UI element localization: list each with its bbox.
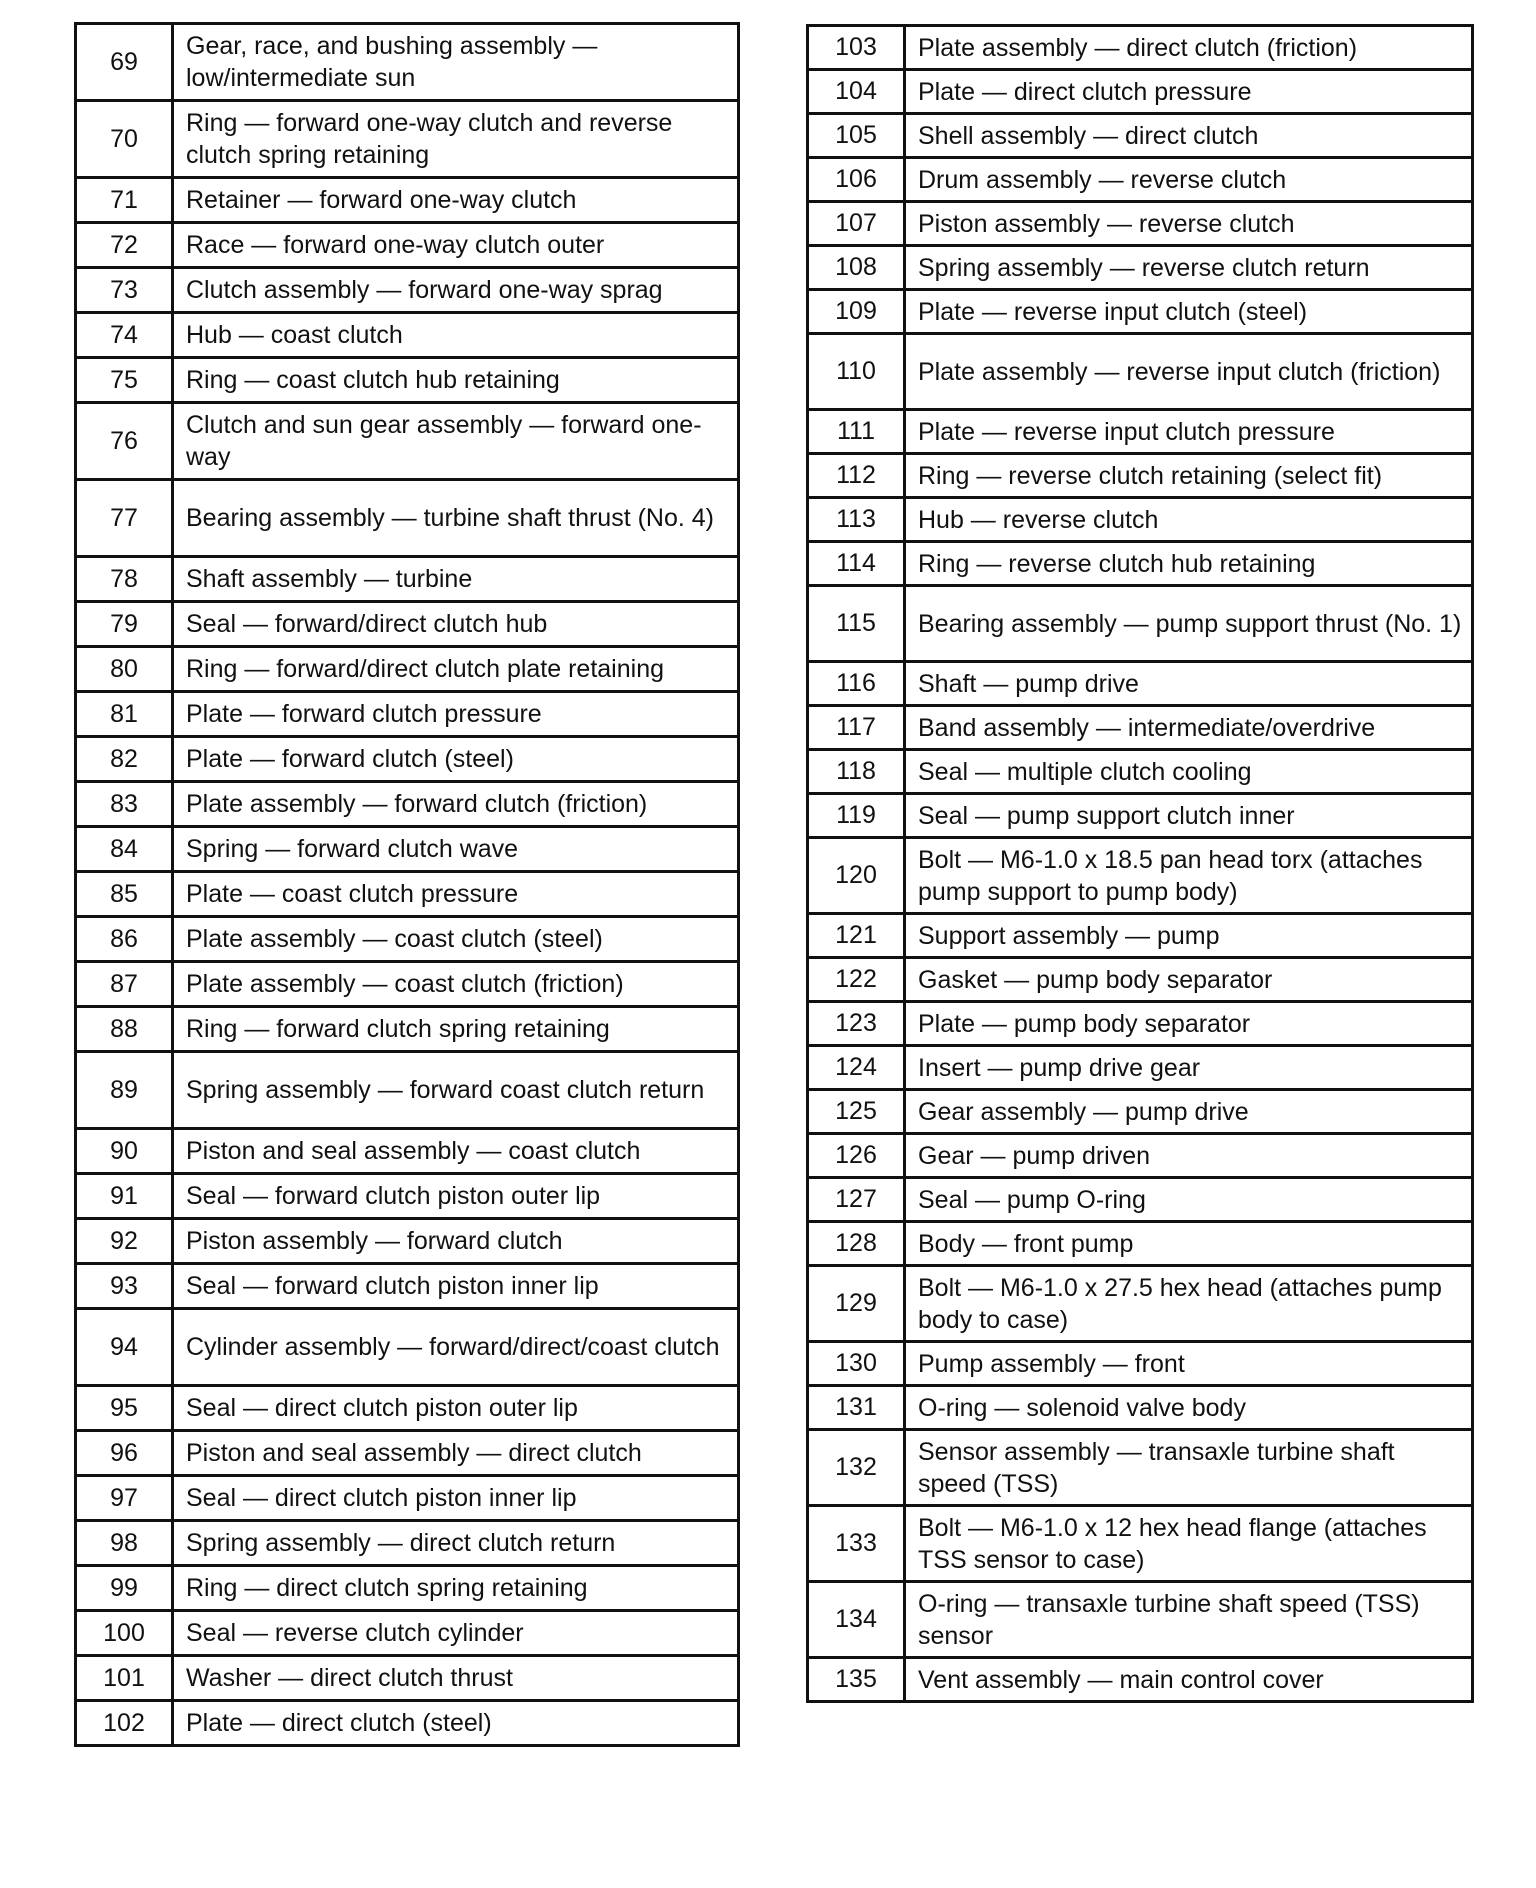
table-row: [808, 1266, 1473, 1342]
part-number: 87: [76, 962, 173, 1007]
part-number: 120: [808, 838, 905, 914]
table-row: [808, 914, 1473, 958]
part-number: 122: [808, 958, 905, 1002]
part-description: Piston assembly — reverse clutch: [905, 202, 1473, 246]
part-description: Plate — forward clutch (steel): [173, 737, 739, 782]
part-description: O-ring — transaxle turbine shaft speed (TSS) sensor: [905, 1582, 1473, 1658]
table-row: [76, 1566, 739, 1611]
table-row: [76, 1309, 739, 1386]
table-row: [76, 1521, 739, 1566]
table-row: [76, 737, 739, 782]
table-row: [808, 1430, 1473, 1506]
table-row: [76, 358, 739, 403]
part-description: O-ring — solenoid valve body: [905, 1386, 1473, 1430]
table-row: [808, 750, 1473, 794]
part-number: 102: [76, 1701, 173, 1746]
table-row: [76, 1052, 739, 1129]
part-description: Gear assembly — pump drive: [905, 1090, 1473, 1134]
part-description: Seal — pump support clutch inner: [905, 794, 1473, 838]
table-row: [808, 1386, 1473, 1430]
table-row: [808, 454, 1473, 498]
part-number: 99: [76, 1566, 173, 1611]
part-number: 93: [76, 1264, 173, 1309]
part-number: 112: [808, 454, 905, 498]
part-description: Piston and seal assembly — direct clutch: [173, 1431, 739, 1476]
part-description: Piston assembly — forward clutch: [173, 1219, 739, 1264]
part-description: Seal — forward/direct clutch hub: [173, 602, 739, 647]
part-number: 132: [808, 1430, 905, 1506]
part-number: 131: [808, 1386, 905, 1430]
part-number: 78: [76, 557, 173, 602]
table-row: [808, 26, 1473, 70]
part-number: 124: [808, 1046, 905, 1090]
part-description: Plate — reverse input clutch (steel): [905, 290, 1473, 334]
part-description: Seal — forward clutch piston outer lip: [173, 1174, 739, 1219]
part-description: Clutch and sun gear assembly — forward one-way: [173, 403, 739, 480]
part-description: Spring assembly — forward coast clutch return: [173, 1052, 739, 1129]
part-number: 126: [808, 1134, 905, 1178]
table-row: [76, 313, 739, 358]
part-number: 130: [808, 1342, 905, 1386]
table-row: [808, 498, 1473, 542]
table-row: [808, 958, 1473, 1002]
part-number: 98: [76, 1521, 173, 1566]
table-row: [76, 1476, 739, 1521]
table-row: [808, 1582, 1473, 1658]
table-row: [808, 1222, 1473, 1266]
part-description: Vent assembly — main control cover: [905, 1658, 1473, 1702]
part-description: Seal — reverse clutch cylinder: [173, 1611, 739, 1656]
table-row: [76, 917, 739, 962]
part-description: Pump assembly — front: [905, 1342, 1473, 1386]
table-row: [808, 410, 1473, 454]
table-row: [808, 202, 1473, 246]
table-row: [76, 557, 739, 602]
part-description: Gear, race, and bushing assembly — low/intermediate sun: [173, 24, 739, 101]
table-row: [76, 403, 739, 480]
part-description: Band assembly — intermediate/overdrive: [905, 706, 1473, 750]
table-row: [76, 962, 739, 1007]
part-description: Plate — pump body separator: [905, 1002, 1473, 1046]
table-row: [76, 1431, 739, 1476]
table-row: [808, 542, 1473, 586]
part-description: Plate assembly — forward clutch (friction): [173, 782, 739, 827]
table-row: [76, 1611, 739, 1656]
part-number: 113: [808, 498, 905, 542]
part-description: Ring — forward one-way clutch and reverse clutch spring retaining: [173, 101, 739, 178]
table-row: [76, 602, 739, 647]
table-row: [76, 1386, 739, 1431]
table-row: [808, 290, 1473, 334]
part-description: Shaft — pump drive: [905, 662, 1473, 706]
table-row: [76, 1219, 739, 1264]
part-number: 116: [808, 662, 905, 706]
part-number: 107: [808, 202, 905, 246]
part-description: Seal — forward clutch piston inner lip: [173, 1264, 739, 1309]
table-row: [808, 794, 1473, 838]
part-description: Bolt — M6-1.0 x 27.5 hex head (attaches pump body to case): [905, 1266, 1473, 1342]
table-row: [808, 1002, 1473, 1046]
part-number: 125: [808, 1090, 905, 1134]
part-description: Ring — coast clutch hub retaining: [173, 358, 739, 403]
part-description: Bearing assembly — turbine shaft thrust (No. 4): [173, 480, 739, 557]
part-number: 106: [808, 158, 905, 202]
part-description: Hub — coast clutch: [173, 313, 739, 358]
part-number: 83: [76, 782, 173, 827]
part-number: 109: [808, 290, 905, 334]
part-description: Drum assembly — reverse clutch: [905, 158, 1473, 202]
table-row: [808, 1134, 1473, 1178]
part-number: 70: [76, 101, 173, 178]
table-row: [808, 586, 1473, 662]
part-number: 127: [808, 1178, 905, 1222]
part-description: Seal — multiple clutch cooling: [905, 750, 1473, 794]
part-number: 128: [808, 1222, 905, 1266]
table-row: [76, 782, 739, 827]
table-row: [808, 1178, 1473, 1222]
parts-table-left: [74, 22, 740, 1747]
table-row: [76, 24, 739, 101]
table-row: [808, 1658, 1473, 1702]
table-row: [808, 114, 1473, 158]
part-number: 81: [76, 692, 173, 737]
part-number: 73: [76, 268, 173, 313]
table-row: [76, 1007, 739, 1052]
part-description: Seal — direct clutch piston outer lip: [173, 1386, 739, 1431]
part-number: 77: [76, 480, 173, 557]
table-row: [76, 1264, 739, 1309]
part-description: Shaft assembly — turbine: [173, 557, 739, 602]
table-row: [808, 838, 1473, 914]
part-number: 85: [76, 872, 173, 917]
part-description: Plate — direct clutch (steel): [173, 1701, 739, 1746]
part-description: Hub — reverse clutch: [905, 498, 1473, 542]
part-description: Plate assembly — reverse input clutch (friction): [905, 334, 1473, 410]
table-row: [808, 662, 1473, 706]
table-row: [76, 1656, 739, 1701]
table-row: [808, 334, 1473, 410]
table-row: [76, 692, 739, 737]
part-number: 79: [76, 602, 173, 647]
table-row: [76, 480, 739, 557]
part-description: Clutch assembly — forward one-way sprag: [173, 268, 739, 313]
part-number: 76: [76, 403, 173, 480]
parts-table-right: [806, 24, 1474, 1703]
table-row: [808, 1046, 1473, 1090]
part-number: 95: [76, 1386, 173, 1431]
part-number: 117: [808, 706, 905, 750]
table-row: [76, 1174, 739, 1219]
part-number: 105: [808, 114, 905, 158]
table-row: [808, 158, 1473, 202]
part-description: Ring — direct clutch spring retaining: [173, 1566, 739, 1611]
part-number: 133: [808, 1506, 905, 1582]
part-number: 89: [76, 1052, 173, 1129]
part-description: Plate — coast clutch pressure: [173, 872, 739, 917]
part-description: Ring — reverse clutch retaining (select fit): [905, 454, 1473, 498]
part-number: 80: [76, 647, 173, 692]
part-description: Seal — direct clutch piston inner lip: [173, 1476, 739, 1521]
table-row: [76, 268, 739, 313]
part-number: 92: [76, 1219, 173, 1264]
part-description: Ring — reverse clutch hub retaining: [905, 542, 1473, 586]
table-row: [76, 1129, 739, 1174]
part-number: 69: [76, 24, 173, 101]
table-row: [76, 872, 739, 917]
part-description: Bolt — M6-1.0 x 12 hex head flange (attaches TSS sensor to case): [905, 1506, 1473, 1582]
part-description: Seal — pump O-ring: [905, 1178, 1473, 1222]
part-description: Gasket — pump body separator: [905, 958, 1473, 1002]
part-number: 94: [76, 1309, 173, 1386]
part-description: Ring — forward/direct clutch plate retaining: [173, 647, 739, 692]
part-number: 135: [808, 1658, 905, 1702]
part-number: 104: [808, 70, 905, 114]
part-description: Race — forward one-way clutch outer: [173, 223, 739, 268]
table-row: [76, 101, 739, 178]
table-row: [76, 647, 739, 692]
part-number: 121: [808, 914, 905, 958]
part-number: 100: [76, 1611, 173, 1656]
part-number: 111: [808, 410, 905, 454]
part-description: Plate — reverse input clutch pressure: [905, 410, 1473, 454]
part-description: Plate assembly — direct clutch (friction): [905, 26, 1473, 70]
table-row: [808, 70, 1473, 114]
part-number: 123: [808, 1002, 905, 1046]
table-row: [76, 827, 739, 872]
part-number: 115: [808, 586, 905, 662]
part-number: 134: [808, 1582, 905, 1658]
part-description: Plate — direct clutch pressure: [905, 70, 1473, 114]
part-number: 75: [76, 358, 173, 403]
part-description: Support assembly — pump: [905, 914, 1473, 958]
part-number: 72: [76, 223, 173, 268]
part-number: 91: [76, 1174, 173, 1219]
part-description: Sensor assembly — transaxle turbine shaft speed (TSS): [905, 1430, 1473, 1506]
part-description: Insert — pump drive gear: [905, 1046, 1473, 1090]
part-number: 71: [76, 178, 173, 223]
table-row: [76, 178, 739, 223]
part-number: 82: [76, 737, 173, 782]
table-row: [76, 223, 739, 268]
part-number: 114: [808, 542, 905, 586]
part-number: 84: [76, 827, 173, 872]
part-number: 108: [808, 246, 905, 290]
part-description: Bolt — M6-1.0 x 18.5 pan head torx (attaches pump support to pump body): [905, 838, 1473, 914]
table-row: [808, 246, 1473, 290]
part-description: Retainer — forward one-way clutch: [173, 178, 739, 223]
part-description: Shell assembly — direct clutch: [905, 114, 1473, 158]
part-description: Piston and seal assembly — coast clutch: [173, 1129, 739, 1174]
part-description: Plate — forward clutch pressure: [173, 692, 739, 737]
part-description: Gear — pump driven: [905, 1134, 1473, 1178]
part-number: 118: [808, 750, 905, 794]
part-description: Plate assembly — coast clutch (friction): [173, 962, 739, 1007]
part-number: 101: [76, 1656, 173, 1701]
part-description: Ring — forward clutch spring retaining: [173, 1007, 739, 1052]
part-number: 88: [76, 1007, 173, 1052]
part-description: Cylinder assembly — forward/direct/coast clutch: [173, 1309, 739, 1386]
part-number: 96: [76, 1431, 173, 1476]
part-description: Spring assembly — direct clutch return: [173, 1521, 739, 1566]
table-row: [808, 1506, 1473, 1582]
part-description: Washer — direct clutch thrust: [173, 1656, 739, 1701]
part-number: 110: [808, 334, 905, 410]
part-description: Plate assembly — coast clutch (steel): [173, 917, 739, 962]
table-row: [76, 1701, 739, 1746]
table-row: [808, 706, 1473, 750]
table-row: [808, 1090, 1473, 1134]
part-number: 86: [76, 917, 173, 962]
part-description: Body — front pump: [905, 1222, 1473, 1266]
part-number: 90: [76, 1129, 173, 1174]
part-description: Spring assembly — reverse clutch return: [905, 246, 1473, 290]
part-number: 119: [808, 794, 905, 838]
part-number: 103: [808, 26, 905, 70]
part-number: 97: [76, 1476, 173, 1521]
part-number: 129: [808, 1266, 905, 1342]
table-row: [808, 1342, 1473, 1386]
part-description: Bearing assembly — pump support thrust (No. 1): [905, 586, 1473, 662]
part-description: Spring — forward clutch wave: [173, 827, 739, 872]
part-number: 74: [76, 313, 173, 358]
